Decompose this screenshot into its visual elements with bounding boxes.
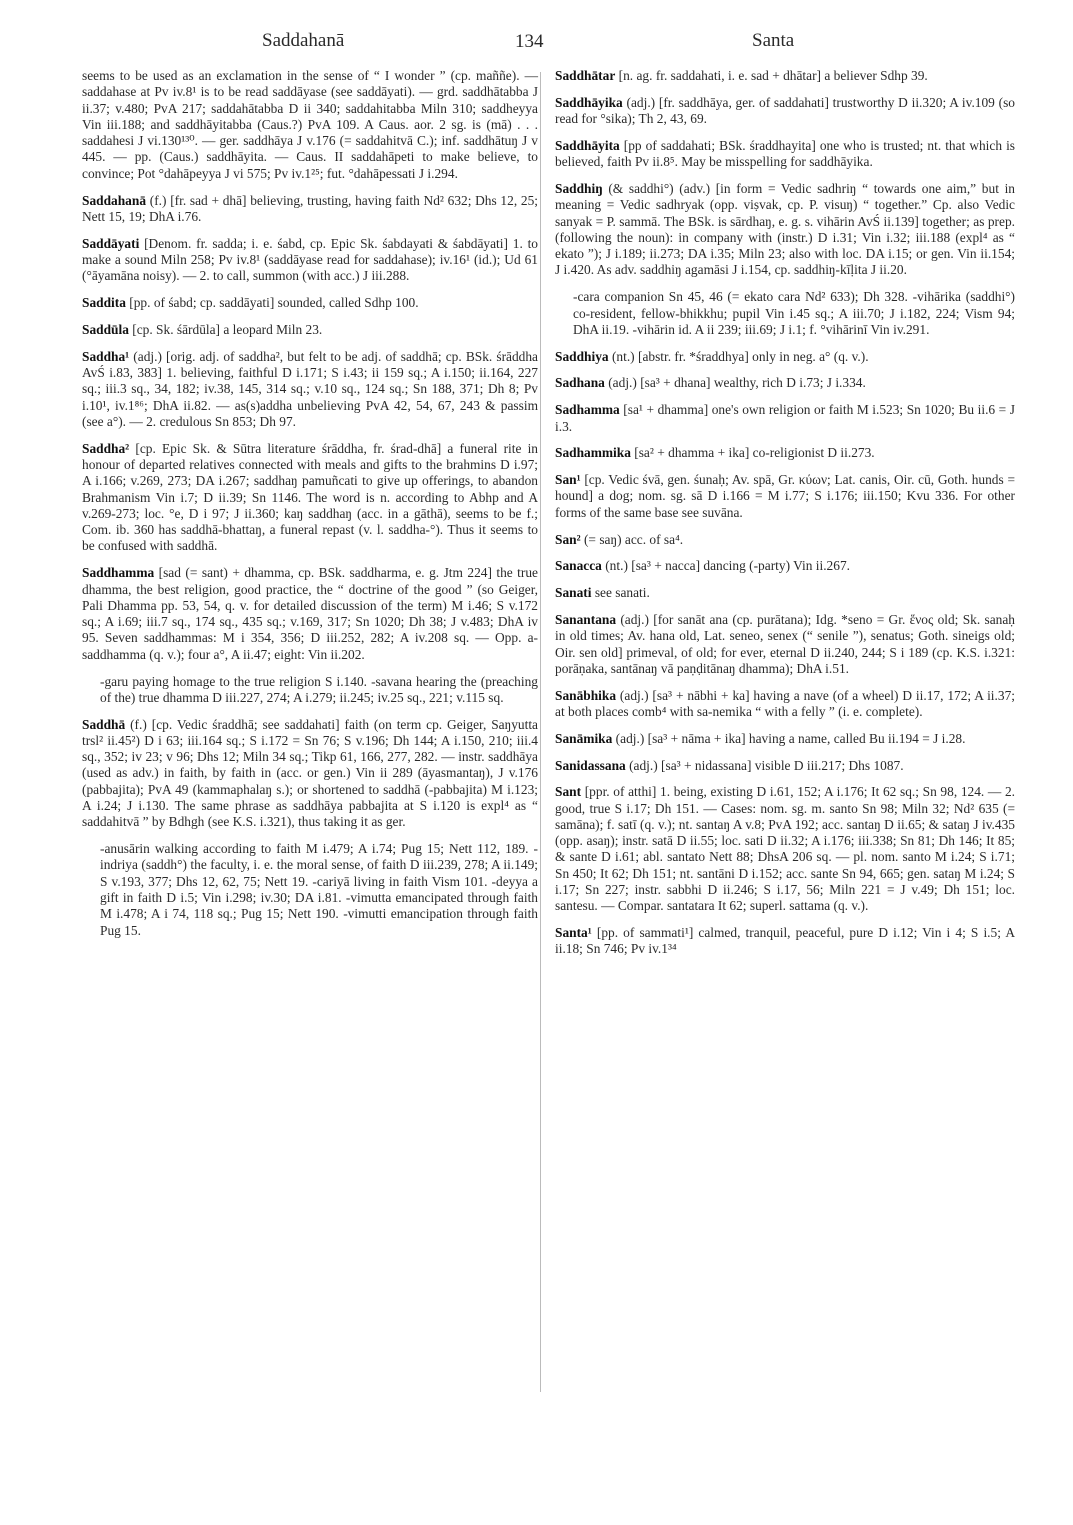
dictionary-entry [555,68,1015,84]
dictionary-entry [555,784,1015,914]
entry-headword: Sadhamma [555,402,620,418]
dictionary-entry [82,193,538,226]
dictionary-entry [555,95,1015,128]
entry-definition: (adj.) [sa³ + nidassana] visible D iii.217; Dhs 1087. [625,757,904,773]
dictionary-entry [555,445,1015,461]
dictionary-entry [82,565,538,663]
dictionary-entry [555,558,1015,574]
dictionary-subentry [555,289,1015,338]
entry-headword: Sanacca [555,558,602,574]
entry-definition: (adj.) [orig. adj. of saddha², but felt to be adj. of saddhā; cp. BSk. śrāddha AvŚ i.83, 383] 1. believing, faithful D i.171; S i.43; ii 159 sq.; A i.150; ii.164, 227 sq.; iii.3 sq., 34, 182; iv.38, 145, 314 sq.; v.10 sq., 124 sq.; Sn 188, 371; Dh 8; Pv i.10¹, iv.1⁸⁶; DhA ii.82. — as(s)addha unbelieving PvA 42, 54, 67, 243 & passim (see a°). — 2. credulous Sn 853; Dh 97. [82,348,538,429]
entry-definition: (adj.) [sa³ + dhana] wealthy, rich D i.73; J i.334. [604,375,866,391]
entry-headword: Sanidassana [555,757,626,773]
right-column [555,68,1015,968]
dictionary-entry [555,349,1015,365]
entry-definition: (f.) [cp. Vedic śraddhā; see saddahati] faith (on term cp. Geiger, Saŋyutta trsl² ii.45²) D i 63; iii.164 sq.; S i.172 = Sn 76; S v.196; Dh 144; A i.150, 210; iii.4 sq., 352; iv 23; v 96; Dhs 12; Miln 34 sq.; Tikp 61, 166, 277, 282. — instr. saddhāya (used as adv.) in faith, by faith in (acc. or gen.) Vin ii 289 (āyasmantaŋ), J v.176 (pabbajita); PvA 49 (kammaphalaŋ s.); or shortened to saddhā (-pabbajita) M i.123; A i.24; J i.130. The same phrase as saddhāya pabbajita at S i.120 is expl⁴ as “ saddahitvā ” by Bdhgh (see K.S. i.321), thus taking it as ger. [82,716,538,830]
entry-definition: [pp of saddahati; BSk. śraddhayita] one who is trusted; nt. that which is believed, faith Pv ii.8⁵. May be misspelling for saddhāyika. [555,137,1015,170]
dictionary-entry [82,349,538,430]
dictionary-entry [82,717,538,831]
dictionary-entry [555,612,1015,677]
entry-definition: [ppr. of atthi] 1. being, existing D i.61, 152; A i.176; It 62 sq.; Sn 98, 124. — 2. good, true S i.17; Dh 151. — Cases: nom. sg. m. santo Sn 98; Miln 32; Nd² 635 (= samāna); f. satī (q. v.); nt. santaŋ A v.8; PvA 192; acc. santaŋ D ii.65; & sataŋ J iv.435 (opp. asaŋ); instr. satā D ii.55; loc. sati D ii.32; A i.176; iii.338; Sn 81; Dh 146; It 85; & sante D i.61; abl. santato Nett 88; DhsA 206 sq. — pl. nom. santo M i.24; S i.71; Sn 450; It 62; Dh 151; nt. santāni D i.152; acc. sante Sn 94, 665; gen. sataŋ M i.24; S i.17; Sn 227; instr. sabbhi D ii.246; S i.17, 56; Miln 221 = J v.49; Dh 151; loc. santesu. — Compar. santatara It 62; superl. sattama (q. v.). [555,784,1015,914]
dictionary-entry [555,532,1015,548]
dictionary-entry [555,688,1015,721]
entry-definition: -anusārin walking according to faith M i.479; A i.74; Pug 15; Nett 112, 189. -indriya (saddh°) the faculty, i. e. the moral sense, of faith D iii.239, 278; A ii.149; S v.193, 377; Dhs 12, 62, 75; Nett 19. -cariyā living in faith Vism 101. -deyya a gift in faith D i.5; Vin i.298; iv.30; DA i.81. -vimutta emancipated through faith M i.478; A i 74, 118 sq.; Pug 15; Nett 190. -vimutti emancipation through faith Pug 15. [100,841,538,938]
dictionary-entry [555,402,1015,435]
left-running-headword: Saddahanā [262,30,345,51]
entry-definition: -cara companion Sn 45, 46 (= ekato cara Nd² 633); Dh 328. -vihārika (saddhi°) co-resident, fellow-bhikkhu; pupil Vin i.45 sq.; A iii.70; J i.182, 224; Vism 94; DhA ii.19. -vihārin id. A ii 239; iii.69; J i.1; f. °vihārinī Vin iv.291. [573,289,1015,337]
dictionary-entry [555,472,1015,521]
entry-definition: [cp. Vedic śvā, gen. śunaḥ; Av. spā, Gr. κύων; Lat. canis, Oir. cū, Goth. hunds = hound] a dog; nom. sg. sā D i.166 = M i.77; S i.176; iii.150; Kvu 336. For other forms of the same base see suvāna. [555,472,1015,520]
entry-headword: Saddhā [82,716,126,732]
entry-definition: [n. ag. fr. saddahati, i. e. sad + dhātar] a believer Sdhp 39. [615,68,928,83]
entry-definition: [sad (= sant) + dhamma, cp. BSk. saddharma, e. g. Jtm 224] the true dhamma, the best religion, good practice, the “ doctrine of the good ” (so Geiger, Pali Dhamma pp. 53, 54, q. v. for detailed discussion of the term) M i.46; S v.172 sq.; A i.69; iii.7 sq., 174 sq., 435 sq.; v.169, 317; Sn 1020; Dh 38; J v.483; DhA iv 95. Seven saddhammas: M i 354, 356; D iii.252, 282; A iv.208 sq. — Opp. a-saddhamma (q. v.); four a°, A ii.47; eight: Vin ii.202. [82,565,538,662]
page-header [0,30,1073,60]
entry-headword: Saddhāyika [555,94,623,110]
dictionary-entry [82,322,538,338]
entry-headword: San² [555,531,581,547]
entry-headword: Sanati [555,585,592,601]
entry-headword: Saddhātar [555,68,616,83]
entry-definition: (= saŋ) acc. of sa⁴. [580,531,684,547]
entry-definition: (f.) [fr. sad + dhā] believing, trusting, having faith Nd² 632; Dhs 12, 25; Nett 15, 19; DhA i.76. [82,192,538,224]
entry-definition: (adj.) [for sanāt ana (cp. purātana); Idg. *seno = Gr. ἕνος old; Sk. sanaḥ in old times; Av. hana old, Lat. seneo, senex (“ senile ”), senatus; Goth. sineigs old; Oir. sen old] primeval, of old; for ever, eternal D ii.240, 244; S i 189 (cp. K.S. i.321: porāṇaka, santānaŋ vā paṇḍitānaŋ dhamma); DhA i.51. [555,611,1015,676]
dictionary-entry [555,585,1015,601]
entry-headword: San¹ [555,472,581,488]
entry-definition: seems to be used as an exclamation in the sense of “ I wonder ” (cp. maññe). — saddahase at Pv iv.8¹ is to be read saddāyase (see saddāyati). — grd. saddhātabba J ii.37; v.480; PvA 217; saddahātabba D ii 340; saddahitabba Miln 310; saddheyya Vin iii.188; and saddhāyitabba (Caus.?) PvA 109. A Caus. aor. 2 sg. is (mā) . . . saddahesi J vi.130¹³⁰. — ger. saddhāya J v.176 (= saddahitvā C.); inf. saddhātuŋ J v 445. — pp. (Caus.) saddhāyita. — Caus. II saddahāpeti to make believe, to convince; Pot °dahāpeyya J vi 575; Pv iv.1²⁵; fut. °dahāpessati J i.294. [82,68,538,181]
entry-headword: Santa¹ [555,925,592,941]
entry-headword: Sadhana [555,375,605,391]
entry-definition: [cp. Epic Sk. & Sūtra literature śrāddha, fr. śrad-dhā] a funeral rite in honour of departed relatives connected with meals and gifts to the brahmins D i.97; A i.166; v.269, 273; DA i.267; saddhaŋ pamuñcati to give up offerings, to abandon Brahmanism Vin i.7; D ii.39; Sn 1146. The word is n. according to Abhp and A v.269-273; loc. °e, D i 97; J ii.360; kaŋ saddhaŋ (acc. in a gāthā), seems to be f.; Com. ib. 360 has saddhā-bhattaŋ, a funeral repast (v. l. saddha-°). Thus it seems to be confused with saddhā. [82,440,538,554]
dictionary-entry [555,138,1015,171]
entry-definition: see sanati. [591,585,650,601]
entry-headword: Saddhāyita [555,137,620,153]
dictionary-entry [555,731,1015,747]
entry-definition: (adj.) [sa³ + nābhi + ka] having a nave (of a wheel) D ii.17, 172; A ii.37; at both places comb⁴ with sa-nemika “ with a felly ” (i. e. complete). [555,687,1015,719]
dictionary-entry [555,375,1015,391]
entry-headword: Saddhiya [555,348,609,364]
entry-definition: -garu paying homage to the true religion S i.140. -savana hearing the (preaching of the) true dhamma D iii.227, 274; A i.279; ii.245; iv.25 sq., 221; v.115 sq. [100,673,538,705]
entry-headword: Sanāmika [555,730,613,746]
entry-headword: Saddhamma [82,565,155,581]
entry-definition: [pp. of sammati¹] calmed, tranquil, peaceful, pure D i.12; Vin i 4; S i.5; A ii.18; Sn 746; Pv iv.1³⁴ [555,925,1015,957]
entry-headword: Saddahanā [82,192,147,208]
dictionary-subentry [82,674,538,707]
entry-definition: (& saddhi°) (adv.) [in form = Vedic sadhriŋ “ towards one aim,” but in meaning = Vedic sadhryak (opp. viṣvak, cp. P. visuŋ) “ together.” Cp. also Vedic sanyak = P. sammā. The BSk. is sārdhaŋ, e. g. s. vihārin AvŚ ii.139] together; as prep. (following the noun): in company with (instr.) D i.31; Vin i.32; iii.188 (expl⁴ as “ ekato ”); J i.189; ii.273; DA i.35; Miln 23; also with loc. DA i.15; or gen. Vin ii.154; J i.420. As adv. saddhiŋ agamāsi J i.154, cp. saddhiŋ-kīḷita J ii.20. [555,180,1015,278]
entry-definition: (adj.) [fr. saddhāya, ger. of saddahati] trustworthy D ii.320; A iv.109 (so read for °sika); Th 2, 43, 69. [555,94,1015,127]
entry-definition: (adj.) [sa³ + nāma + ika] having a name, called Bu ii.194 = J i.28. [612,730,966,746]
dictionary-entry [555,758,1015,774]
left-column [82,68,538,949]
dictionary-entry [82,68,538,182]
entry-headword: Saddhiŋ [555,180,603,196]
entry-definition: (nt.) [abstr. fr. *śraddhya] only in neg. a° (q. v.). [608,348,869,364]
right-running-headword: Santa [752,30,795,51]
dictionary-entry [555,925,1015,958]
entry-headword: Saddūla [82,321,129,337]
column-divider [540,72,541,1392]
entry-headword: Sanantana [555,611,617,627]
dictionary-entry [82,295,538,311]
dictionary-entry [82,236,538,285]
entry-headword: Sanābhika [555,687,617,703]
entry-headword: Saddha¹ [82,348,130,364]
entry-headword: Saddha² [82,440,130,456]
entry-headword: Sadhammika [555,445,631,461]
entry-definition: [Denom. fr. sadda; i. e. śabd, cp. Epic Sk. śabdayati & śabdāyati] 1. to make a sound Miln 258; Pv iv.8¹ (saddāyase read for saddahase); iv.16¹ (id.); Ud 61 (°āyamāna noisy). — 2. to call, summon (with acc.) J iii.288. [82,235,538,284]
entry-definition: [sa² + dhamma + ika] co-religionist D ii.273. [630,445,875,461]
page-number: 134 [515,31,544,52]
entry-headword: Saddita [82,295,126,311]
entry-definition: (nt.) [sa³ + nacca] dancing (-party) Vin ii.267. [601,558,850,574]
dictionary-subentry [82,841,538,939]
entry-definition: [pp. of śabd; cp. saddāyati] sounded, called Sdhp 100. [125,295,419,311]
entry-definition: [cp. Sk. śārdūla] a leopard Miln 23. [128,321,323,337]
dictionary-entry [82,441,538,555]
entry-headword: Sant [555,784,582,800]
entry-definition: [sa¹ + dhamma] one's own religion or faith M i.523; Sn 1020; Bu ii.6 = J i.3. [555,402,1015,434]
dictionary-entry [555,181,1015,279]
entry-headword: Saddāyati [82,235,140,251]
